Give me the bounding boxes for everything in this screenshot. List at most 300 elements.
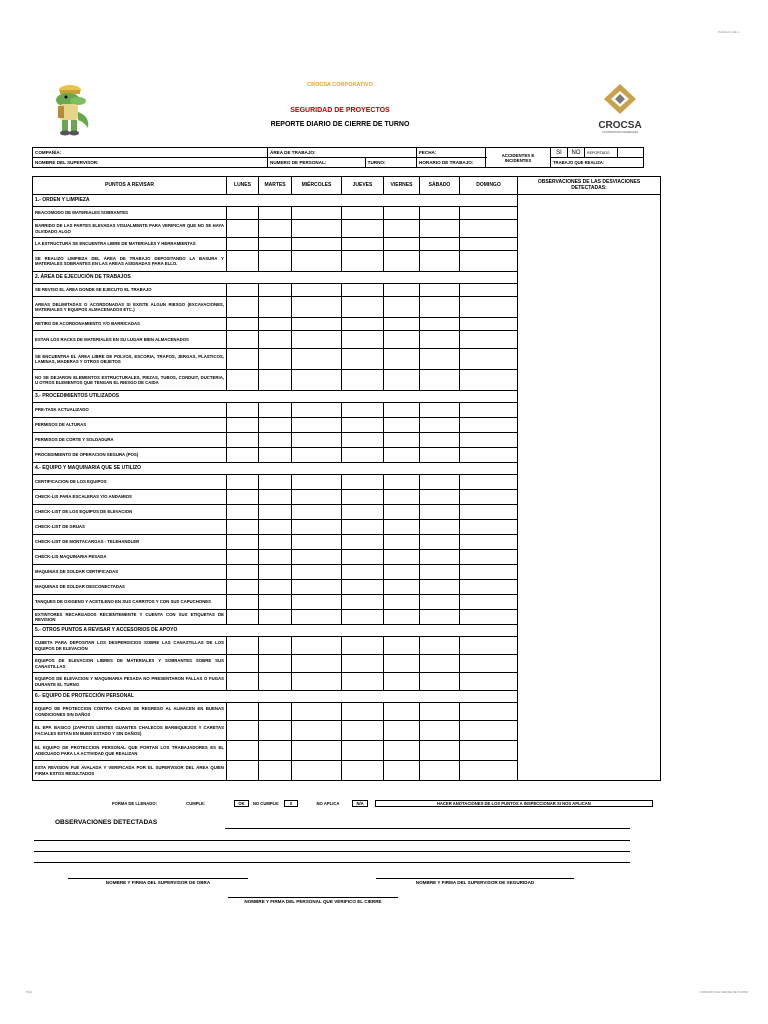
day-check-cell[interactable] [420,297,460,318]
day-check-cell[interactable] [420,238,460,251]
signature-line-verifier[interactable] [228,897,398,898]
checklist-item-label: CHECK-LIST DE LOS EQUIPOS DE ELEVACION [33,505,227,520]
checklist-item-label: EQUIPOS DE ELEVACION Y MAQUINARIA PESADA NO PRESENTARON FALLAS O FUGAS DURANTE EL TURNO [33,673,227,691]
day-check-cell[interactable] [227,403,259,418]
day-check-cell[interactable] [292,433,342,448]
day-check-cell[interactable] [342,535,384,550]
day-check-cell[interactable] [342,297,384,318]
checklist-item-label: CERTIFICACION DE LOS EQUIPOS [33,475,227,490]
day-check-cell[interactable] [227,505,259,520]
section-title: 2. ÁREA DE EJECUCIÓN DE TRABAJOS [33,272,518,284]
day-check-cell[interactable] [259,703,292,721]
day-check-cell[interactable] [227,565,259,580]
day-check-cell[interactable] [460,349,518,370]
legend-na-box: N/A [352,800,367,807]
work-done-field[interactable] [551,158,644,168]
legend-cumple-label: CUMPLE: [186,801,206,806]
day-check-cell[interactable] [259,207,292,220]
day-check-cell[interactable] [384,207,420,220]
day-check-cell[interactable] [384,610,420,625]
day-check-cell[interactable] [342,349,384,370]
day-check-cell[interactable] [259,637,292,655]
day-check-cell[interactable] [342,448,384,463]
day-check-cell[interactable] [460,550,518,565]
day-check-cell[interactable] [460,761,518,781]
day-check-cell[interactable] [420,220,460,238]
day-check-cell[interactable] [420,520,460,535]
day-column-header: VIERNES [384,177,420,195]
staff-number-field[interactable] [268,158,366,168]
day-check-cell[interactable] [342,721,384,741]
day-check-cell[interactable] [342,761,384,781]
day-check-cell[interactable] [342,595,384,610]
day-check-cell[interactable] [460,251,518,272]
day-check-cell[interactable] [384,637,420,655]
day-check-cell[interactable] [460,490,518,505]
day-check-cell[interactable] [259,490,292,505]
day-check-cell[interactable] [342,610,384,625]
day-check-cell[interactable] [227,238,259,251]
day-check-cell[interactable] [292,655,342,673]
day-check-cell[interactable] [227,610,259,625]
reported-field[interactable] [618,148,644,158]
day-check-cell[interactable] [384,331,420,349]
day-check-cell[interactable] [292,520,342,535]
day-check-cell[interactable] [342,284,384,297]
work-schedule-label: HORARIO DE TRABAJO: [419,160,474,165]
day-check-cell[interactable] [259,673,292,691]
legend-no-aplica-label: NO APLICA [316,801,340,806]
observation-line-2[interactable] [34,840,630,841]
checklist-item-label: CHECK-LIS MAQUINARIA PESADA [33,550,227,565]
day-check-cell[interactable] [292,418,342,433]
day-check-cell[interactable] [420,580,460,595]
day-check-cell[interactable] [384,761,420,781]
day-check-cell[interactable] [227,448,259,463]
day-check-cell[interactable] [292,550,342,565]
day-check-cell[interactable] [227,220,259,238]
day-check-cell[interactable] [460,331,518,349]
day-check-cell[interactable] [460,475,518,490]
checklist-item-label: CUBETA PARA DEPOSITAR LOS DESPERDICIOS SOBRE LAS CANASTILLAS DE LOS EQUIPOS DE ELEVACIÓN [33,637,227,655]
day-check-cell[interactable] [460,580,518,595]
reported-label: REPORTADO [585,148,618,158]
day-check-cell[interactable] [384,433,420,448]
section-title: 3.- PROCEDIMIENTOS UTILIZADOS [33,391,518,403]
checklist-item-label: PROCEDIMIENTO DE OPERACION SEGURA (POS) [33,448,227,463]
day-check-cell[interactable] [420,331,460,349]
day-check-cell[interactable] [259,448,292,463]
day-check-cell[interactable] [227,433,259,448]
day-check-cell[interactable] [259,595,292,610]
day-check-cell[interactable] [420,418,460,433]
day-check-cell[interactable] [259,284,292,297]
day-check-cell[interactable] [292,331,342,349]
accidents-label: ACCIDENTES E INCIDENTES [486,148,551,168]
day-check-cell[interactable] [420,403,460,418]
section-title: 6.- EQUIPO DE PROTECCIÓN PERSONAL [33,691,518,703]
day-check-cell[interactable] [384,655,420,673]
work-done-label: TRABAJO QUE REALIZA: [553,160,605,165]
day-check-cell[interactable] [384,448,420,463]
day-check-cell[interactable] [342,331,384,349]
day-check-cell[interactable] [342,220,384,238]
day-check-cell[interactable] [420,475,460,490]
day-check-cell[interactable] [384,403,420,418]
day-check-cell[interactable] [292,535,342,550]
day-check-cell[interactable] [292,284,342,297]
day-check-cell[interactable] [384,297,420,318]
day-check-cell[interactable] [384,535,420,550]
day-check-cell[interactable] [292,580,342,595]
day-check-cell[interactable] [460,284,518,297]
day-check-cell[interactable] [227,475,259,490]
day-check-cell[interactable] [384,520,420,535]
day-check-cell[interactable] [384,475,420,490]
day-check-cell[interactable] [259,238,292,251]
section-title: 5.- OTROS PUNTOS A REVISAR Y ACCESORIOS DE APOYO [33,625,518,637]
day-check-cell[interactable] [420,550,460,565]
checklist-item-label: EXTINTORES RECARGADOS RECIENTEMENTE Y CUENTA CON SUS ETIQUETAS DE REVISION [33,610,227,625]
day-column-header: JUEVES [342,177,384,195]
day-check-cell[interactable] [292,505,342,520]
checklist-item-label: EL EQUIPO DE PROTECCION PERSONAL QUE PORTAN LOS TRABAJADORES ES EL ADECUADO PARA LA ACTIVIDAD QUE REALIZAN [33,741,227,761]
day-check-cell[interactable] [420,761,460,781]
day-check-cell[interactable] [460,505,518,520]
observations-title: OBSERVACIONES DETECTADAS [55,819,158,826]
legend-ok-box: OK [234,800,248,807]
day-check-cell[interactable] [420,565,460,580]
day-check-cell[interactable] [259,550,292,565]
day-check-cell[interactable] [227,721,259,741]
day-column-header: MARTES [259,177,292,195]
day-check-cell[interactable] [384,741,420,761]
day-check-cell[interactable] [342,238,384,251]
day-check-cell[interactable] [384,418,420,433]
day-check-cell[interactable] [227,297,259,318]
day-check-cell[interactable] [384,251,420,272]
day-check-cell[interactable] [342,370,384,391]
signature-line-safety[interactable] [376,878,574,879]
checklist-item-label: CHECK-LIST DE MONTACARGAS - TELEHANDLER [33,535,227,550]
day-check-cell[interactable] [384,550,420,565]
day-check-cell[interactable] [227,207,259,220]
day-check-cell[interactable] [292,318,342,331]
observation-line-1[interactable] [225,828,630,829]
day-check-cell[interactable] [342,403,384,418]
day-column-header: DOMINGO [460,177,518,195]
day-check-cell[interactable] [384,284,420,297]
work-area-label: ÁREA DE TRABAJO: [270,150,316,155]
fill-legend [112,800,656,807]
checklist-item-label: SE REVISO EL ÁREA DONDE SE EJECUTO EL TRABAJO [33,284,227,297]
checklist-item-label: RETIRO DE ACORDONAMIENTO Y/O BARRICADAS [33,318,227,331]
day-check-cell[interactable] [460,655,518,673]
checklist-item-label: ESTAN LOS RACKS DE MATERIALES EN SU LUGAR BIEN ALMACENADOS [33,331,227,349]
day-check-cell[interactable] [227,655,259,673]
observations-column[interactable] [518,195,661,781]
day-check-cell[interactable] [420,490,460,505]
checklist-item-label: PERMISOS DE CORTE Y SOLDADURA [33,433,227,448]
day-check-cell[interactable] [420,505,460,520]
day-check-cell[interactable] [259,520,292,535]
day-check-cell[interactable] [420,673,460,691]
day-check-cell[interactable] [259,535,292,550]
day-check-cell[interactable] [384,490,420,505]
day-check-cell[interactable] [420,703,460,721]
day-check-cell[interactable] [384,318,420,331]
day-check-cell[interactable] [259,403,292,418]
day-check-cell[interactable] [292,238,342,251]
checklist-item-label: EQUIPOS DE ELEVACION LIBRES DE MATERIALES Y SOBRANTES SOBRE SUS CANASTILLAS [33,655,227,673]
day-check-cell[interactable] [227,370,259,391]
day-check-cell[interactable] [227,331,259,349]
day-check-cell[interactable] [420,721,460,741]
checklist-item-label: SE ENCUENTRA EL ÁREA LIBRE DE POLVOS, ESCORIA, TRAPOS, JERGAS, PLASTICOS, LAMINAS, MADERAS Y OTROS OBJETOS [33,349,227,370]
day-check-cell[interactable] [259,433,292,448]
day-check-cell[interactable] [227,490,259,505]
day-check-cell[interactable] [292,207,342,220]
day-check-cell[interactable] [259,251,292,272]
checklist-item-label: PRE-TASK ACTUALIZADO [33,403,227,418]
day-check-cell[interactable] [384,238,420,251]
day-check-cell[interactable] [342,703,384,721]
day-check-cell[interactable] [342,490,384,505]
signature-verifier-label: NOMBRE Y FIRMA DEL PERSONAL QUE VERIFICO EL CIERRE [244,899,382,904]
day-check-cell[interactable] [460,220,518,238]
day-check-cell[interactable] [259,580,292,595]
day-check-cell[interactable] [384,580,420,595]
section-title: 4.- EQUIPO Y MAQUINARIA QUE SE UTILIZO [33,463,518,475]
day-check-cell[interactable] [420,448,460,463]
day-check-cell[interactable] [384,673,420,691]
day-check-cell[interactable] [259,370,292,391]
observation-line-3[interactable] [34,851,630,852]
day-check-cell[interactable] [227,595,259,610]
checklist-item-label: ESTA REVISION FUE AVALADA Y VERIFICADA POR EL SUPERVISOR DEL ÁREA QUIEN FIRMA ESTOS RESULTADOS [33,761,227,781]
day-check-cell[interactable] [460,448,518,463]
day-check-cell[interactable] [420,370,460,391]
day-check-cell[interactable] [460,535,518,550]
day-check-cell[interactable] [420,595,460,610]
footer-left: PÁG [26,990,33,994]
day-check-cell[interactable] [259,349,292,370]
day-check-cell[interactable] [292,741,342,761]
staff-number-label: NUMERO DE PERSONAL: [270,160,327,165]
day-check-cell[interactable] [292,565,342,580]
day-check-cell[interactable] [460,403,518,418]
day-check-cell[interactable] [227,637,259,655]
legend-note: HACER ANOTACIONES DE LOS PUNTOS A INSPECCIONAR SI NOS APLICAN [375,800,653,807]
day-check-cell[interactable] [292,703,342,721]
observation-line-4[interactable] [34,862,630,863]
day-check-cell[interactable] [460,565,518,580]
legend-x-box: X [284,800,299,807]
day-check-cell[interactable] [460,637,518,655]
day-check-cell[interactable] [384,721,420,741]
supervisor-name-field[interactable] [33,158,268,168]
day-check-cell[interactable] [227,251,259,272]
day-check-cell[interactable] [420,741,460,761]
date-field[interactable] [417,148,486,158]
day-check-cell[interactable] [384,505,420,520]
signature-line-works[interactable] [68,878,248,879]
company-field[interactable] [33,148,268,158]
day-check-cell[interactable] [384,349,420,370]
day-check-cell[interactable] [342,580,384,595]
day-check-cell[interactable] [227,418,259,433]
day-check-cell[interactable] [259,318,292,331]
points-column-header: PUNTOS A REVISAR [33,177,227,195]
day-check-cell[interactable] [292,490,342,505]
day-check-cell[interactable] [460,318,518,331]
day-check-cell[interactable] [227,580,259,595]
checklist-item-label: AREAS DELIMITADAS O ACORDONADAS SI EXISTE ALGUN RIESGO (EXCAVACIONES, MATERIALES Y EQUIPOS ALMACENADOS ETC.) [33,297,227,318]
accidents-no-option[interactable]: NO [568,148,585,158]
day-check-cell[interactable] [460,433,518,448]
shift-label: TURNO: [367,160,386,165]
day-check-cell[interactable] [259,297,292,318]
checklist-item-label: LA ESTRUCTURA SE ENCUENTRA LIBRE DE MATERIALES Y HERRAMIENTAS [33,238,227,251]
day-check-cell[interactable] [460,370,518,391]
day-check-cell[interactable] [292,475,342,490]
company-label: COMPAÑÍA: [35,150,62,155]
date-label: FECHA: [419,150,437,155]
day-check-cell[interactable] [420,349,460,370]
day-check-cell[interactable] [460,610,518,625]
day-check-cell[interactable] [227,535,259,550]
day-check-cell[interactable] [292,297,342,318]
day-check-cell[interactable] [342,433,384,448]
day-check-cell[interactable] [460,418,518,433]
legend-no-cumple-label: NO CUMPLE: [252,801,280,806]
day-check-cell[interactable] [342,505,384,520]
day-check-cell[interactable] [292,721,342,741]
day-check-cell[interactable] [420,207,460,220]
checklist-item-label: TANQUES DE OXIGENO Y ACETILENO EN SUS CARRITOS Y CON SUS CAPUCHONES [33,595,227,610]
signature-safety-label: NOMBRE Y FIRMA DEL SUPERVISOR DE SEGURIDAD [415,880,535,885]
crocsa-brand-name: CROCSA [598,120,642,131]
legend-label: FORMA DE LLENADO: [112,801,157,806]
day-check-cell[interactable] [259,565,292,580]
day-check-cell[interactable] [292,673,342,691]
accidents-si-option[interactable]: SI [551,148,568,158]
day-check-cell[interactable] [259,418,292,433]
day-check-cell[interactable] [460,741,518,761]
day-check-cell[interactable] [227,703,259,721]
day-check-cell[interactable] [259,721,292,741]
day-check-cell[interactable] [460,595,518,610]
checklist-item-label: BARRIDO DE LAS PARTES ELEVADAS VISUALMENTE PARA VERIFICAR QUE NO SE HAYA OLVIDADO ALGO [33,220,227,238]
day-check-cell[interactable] [384,703,420,721]
day-check-cell[interactable] [342,637,384,655]
day-check-cell[interactable] [420,318,460,331]
day-check-cell[interactable] [259,655,292,673]
day-check-cell[interactable] [342,565,384,580]
day-check-cell[interactable] [420,610,460,625]
day-check-cell[interactable] [384,565,420,580]
day-check-cell[interactable] [384,370,420,391]
day-check-cell[interactable] [342,655,384,673]
day-check-cell[interactable] [460,297,518,318]
day-check-cell[interactable] [342,418,384,433]
day-check-cell[interactable] [227,318,259,331]
day-check-cell[interactable] [460,520,518,535]
day-check-cell[interactable] [292,370,342,391]
day-check-cell[interactable] [460,238,518,251]
day-check-cell[interactable] [259,220,292,238]
day-check-cell[interactable] [292,220,342,238]
day-check-cell[interactable] [259,331,292,349]
day-check-cell[interactable] [342,520,384,535]
day-check-cell[interactable] [342,251,384,272]
day-check-cell[interactable] [259,505,292,520]
day-check-cell[interactable] [259,475,292,490]
day-check-cell[interactable] [292,349,342,370]
checklist-table [32,176,661,781]
day-check-cell[interactable] [227,550,259,565]
day-check-cell[interactable] [420,433,460,448]
work-schedule-field[interactable] [417,158,486,168]
day-check-cell[interactable] [420,535,460,550]
day-check-cell[interactable] [460,703,518,721]
day-check-cell[interactable] [460,207,518,220]
day-check-cell[interactable] [292,637,342,655]
day-check-cell[interactable] [384,220,420,238]
security-title: SEGURIDAD DE PROYECTOS [290,107,390,114]
section-title: 1.- ORDEN Y LIMPIEZA [33,195,518,207]
day-check-cell[interactable] [227,761,259,781]
day-check-cell[interactable] [420,284,460,297]
day-check-cell[interactable] [342,475,384,490]
day-check-cell[interactable] [259,741,292,761]
day-check-cell[interactable] [420,637,460,655]
work-area-field[interactable] [268,148,417,158]
day-check-cell[interactable] [227,741,259,761]
day-check-cell[interactable] [342,550,384,565]
crocodile-mascot-logo [44,82,96,138]
day-check-cell[interactable] [292,595,342,610]
day-check-cell[interactable] [292,251,342,272]
observations-column-header: OBSERVACIONES DE LAS DESVIACIONES DETECTADAS: [518,177,661,195]
day-check-cell[interactable] [420,251,460,272]
signature-works-label: NOMBRE Y FIRMA DEL SUPERVISOR DE OBRA [105,880,211,885]
section-row [33,195,661,207]
footer-right: FORMATO DE CIERRE DE TURNO [700,990,749,994]
day-check-cell[interactable] [259,761,292,781]
checklist-item-label: CHECK-LIST DE GRUAS [33,520,227,535]
day-check-cell[interactable] [342,207,384,220]
shift-field[interactable] [365,158,416,168]
day-check-cell[interactable] [292,448,342,463]
day-check-cell[interactable] [292,403,342,418]
day-check-cell[interactable] [227,673,259,691]
day-check-cell[interactable] [259,610,292,625]
day-check-cell[interactable] [227,349,259,370]
day-check-cell[interactable] [227,520,259,535]
day-check-cell[interactable] [460,673,518,691]
day-check-cell[interactable] [292,610,342,625]
day-check-cell[interactable] [227,284,259,297]
day-check-cell[interactable] [384,595,420,610]
day-check-cell[interactable] [292,761,342,781]
day-check-cell[interactable] [342,673,384,691]
day-check-cell[interactable] [342,318,384,331]
day-check-cell[interactable] [420,655,460,673]
checklist-item-label: EL EPP. BASICO (ZAPATOS LENTES GUANTES CHALECOS BARBIQUEJOS Y CARETAS FACIALES ESTAN EN BUEN ESTADO Y SIN DAÑOS) [33,721,227,741]
day-check-cell[interactable] [342,741,384,761]
day-check-cell[interactable] [460,721,518,741]
